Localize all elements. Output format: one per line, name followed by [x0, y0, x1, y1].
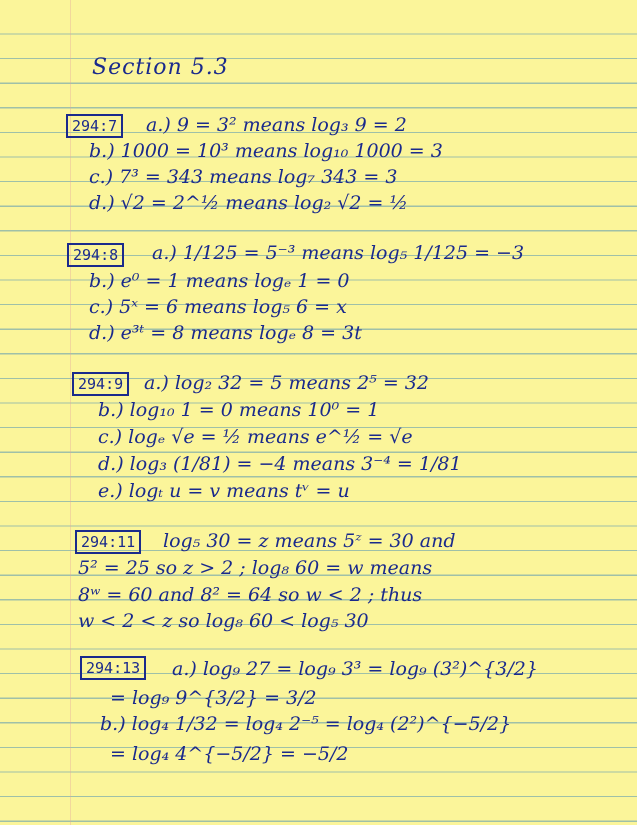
problem-294-13-line-a-cont: = log₉ 9^{3/2} = 3/2 [110, 687, 317, 709]
problem-294-9-line-a: a.) log₂ 32 = 5 means 2⁵ = 32 [144, 372, 429, 394]
problem-294-11-line-2: 5² = 25 so z > 2 ; log₈ 60 = w means [78, 557, 433, 579]
problem-294-7-line-b: b.) 1000 = 10³ means log₁₀ 1000 = 3 [89, 140, 443, 162]
problem-294-7-line-a: a.) 9 = 3² means log₃ 9 = 2 [146, 114, 407, 136]
problem-294-9-line-b: b.) log₁₀ 1 = 0 means 10⁰ = 1 [98, 399, 380, 421]
problem-294-13-line-b: b.) log₄ 1/32 = log₄ 2⁻⁵ = log₄ (2²)^{−5/2} [100, 713, 512, 735]
problem-label-294-11: 294:11 [75, 530, 141, 554]
problem-294-7-line-c: c.) 7³ = 343 means log₇ 343 = 3 [89, 166, 398, 188]
page-title: Section 5.3 [92, 55, 229, 80]
problem-label-294-7: 294:7 [66, 114, 123, 138]
problem-294-9-line-e: e.) logₜ u = v means tᵛ = u [98, 480, 350, 502]
problem-294-13-line-a: a.) log₉ 27 = log₉ 3³ = log₉ (3²)^{3/2} [172, 658, 538, 680]
problem-label-294-13: 294:13 [80, 656, 146, 680]
problem-294-11-line-4: w < 2 < z so log₈ 60 < log₅ 30 [78, 610, 369, 632]
problem-294-8-line-a: a.) 1/125 = 5⁻³ means log₅ 1/125 = −3 [152, 242, 525, 264]
problem-294-13-line-b-cont: = log₄ 4^{−5/2} = −5/2 [110, 743, 349, 765]
problem-294-8-line-b: b.) e⁰ = 1 means logₑ 1 = 0 [89, 270, 350, 292]
problem-294-8-line-d: d.) e³ᵗ = 8 means logₑ 8 = 3t [89, 322, 362, 344]
problem-294-8-line-c: c.) 5ˣ = 6 means log₅ 6 = x [89, 296, 347, 318]
problem-294-7-line-d: d.) √2 = 2^½ means log₂ √2 = ½ [89, 192, 408, 214]
problem-label-294-8: 294:8 [67, 243, 124, 267]
problem-294-9-line-d: d.) log₃ (1/81) = −4 means 3⁻⁴ = 1/81 [98, 453, 462, 475]
problem-label-294-9: 294:9 [72, 372, 129, 396]
problem-294-11-line-1: log₅ 30 = z means 5ᶻ = 30 and [163, 530, 456, 552]
problem-294-9-line-c: c.) logₑ √e = ½ means e^½ = √e [98, 426, 413, 448]
problem-294-11-line-3: 8ʷ = 60 and 8² = 64 so w < 2 ; thus [78, 584, 423, 606]
